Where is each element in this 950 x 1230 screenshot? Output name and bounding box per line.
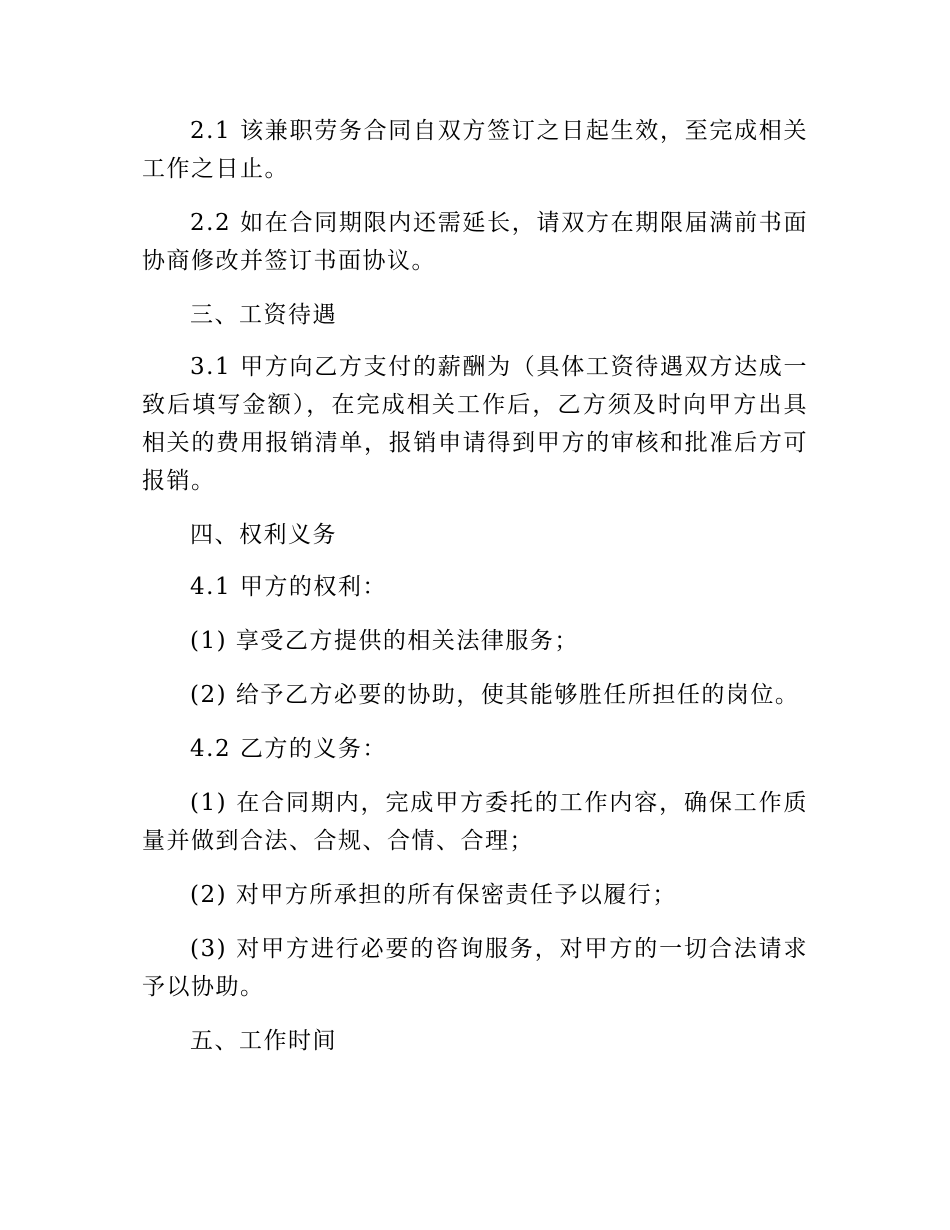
clause-4-2-item-2: (2) 对甲方所承担的所有保密责任予以履行； xyxy=(190,882,677,908)
clause-4-2: 4.2 乙方的义务： xyxy=(190,736,387,762)
section-heading-rights-obligations: 四、权利义务 xyxy=(190,522,337,548)
clause-2-2: 2.2 如在合同期限内还需延长，请双方在期限届满前书面协商修改并签订书面协议。 xyxy=(142,210,808,274)
section-heading-salary: 三、工资待遇 xyxy=(190,302,337,328)
clause-4-1: 4.1 甲方的权利： xyxy=(190,574,387,600)
section-heading-working-hours: 五、工作时间 xyxy=(190,1028,337,1054)
clause-3-1: 3.1 甲方向乙方支付的薪酬为（具体工资待遇双方达成一致后填写金额），在完成相关工作后，乙方须及时向甲方出具相关的费用报销清单，报销申请得到甲方的审核和批准后方可报销。 xyxy=(142,354,808,494)
clause-4-1-item-2: (2) 给予乙方必要的协助，使其能够胜任所担任的岗位。 xyxy=(190,682,800,708)
clause-2-1: 2.1 该兼职劳务合同自双方签订之日起生效，至完成相关工作之日止。 xyxy=(142,118,808,182)
document-body xyxy=(142,112,808,1074)
clause-4-2-item-3: (3) 对甲方进行必要的咨询服务，对甲方的一切合法请求予以协助。 xyxy=(142,936,808,1000)
clause-4-2-item-1: (1) 在合同期内，完成甲方委托的工作内容，确保工作质量并做到合法、合规、合情、合理； xyxy=(142,790,808,854)
clause-4-1-item-1: (1) 享受乙方提供的相关法律服务； xyxy=(190,628,579,654)
